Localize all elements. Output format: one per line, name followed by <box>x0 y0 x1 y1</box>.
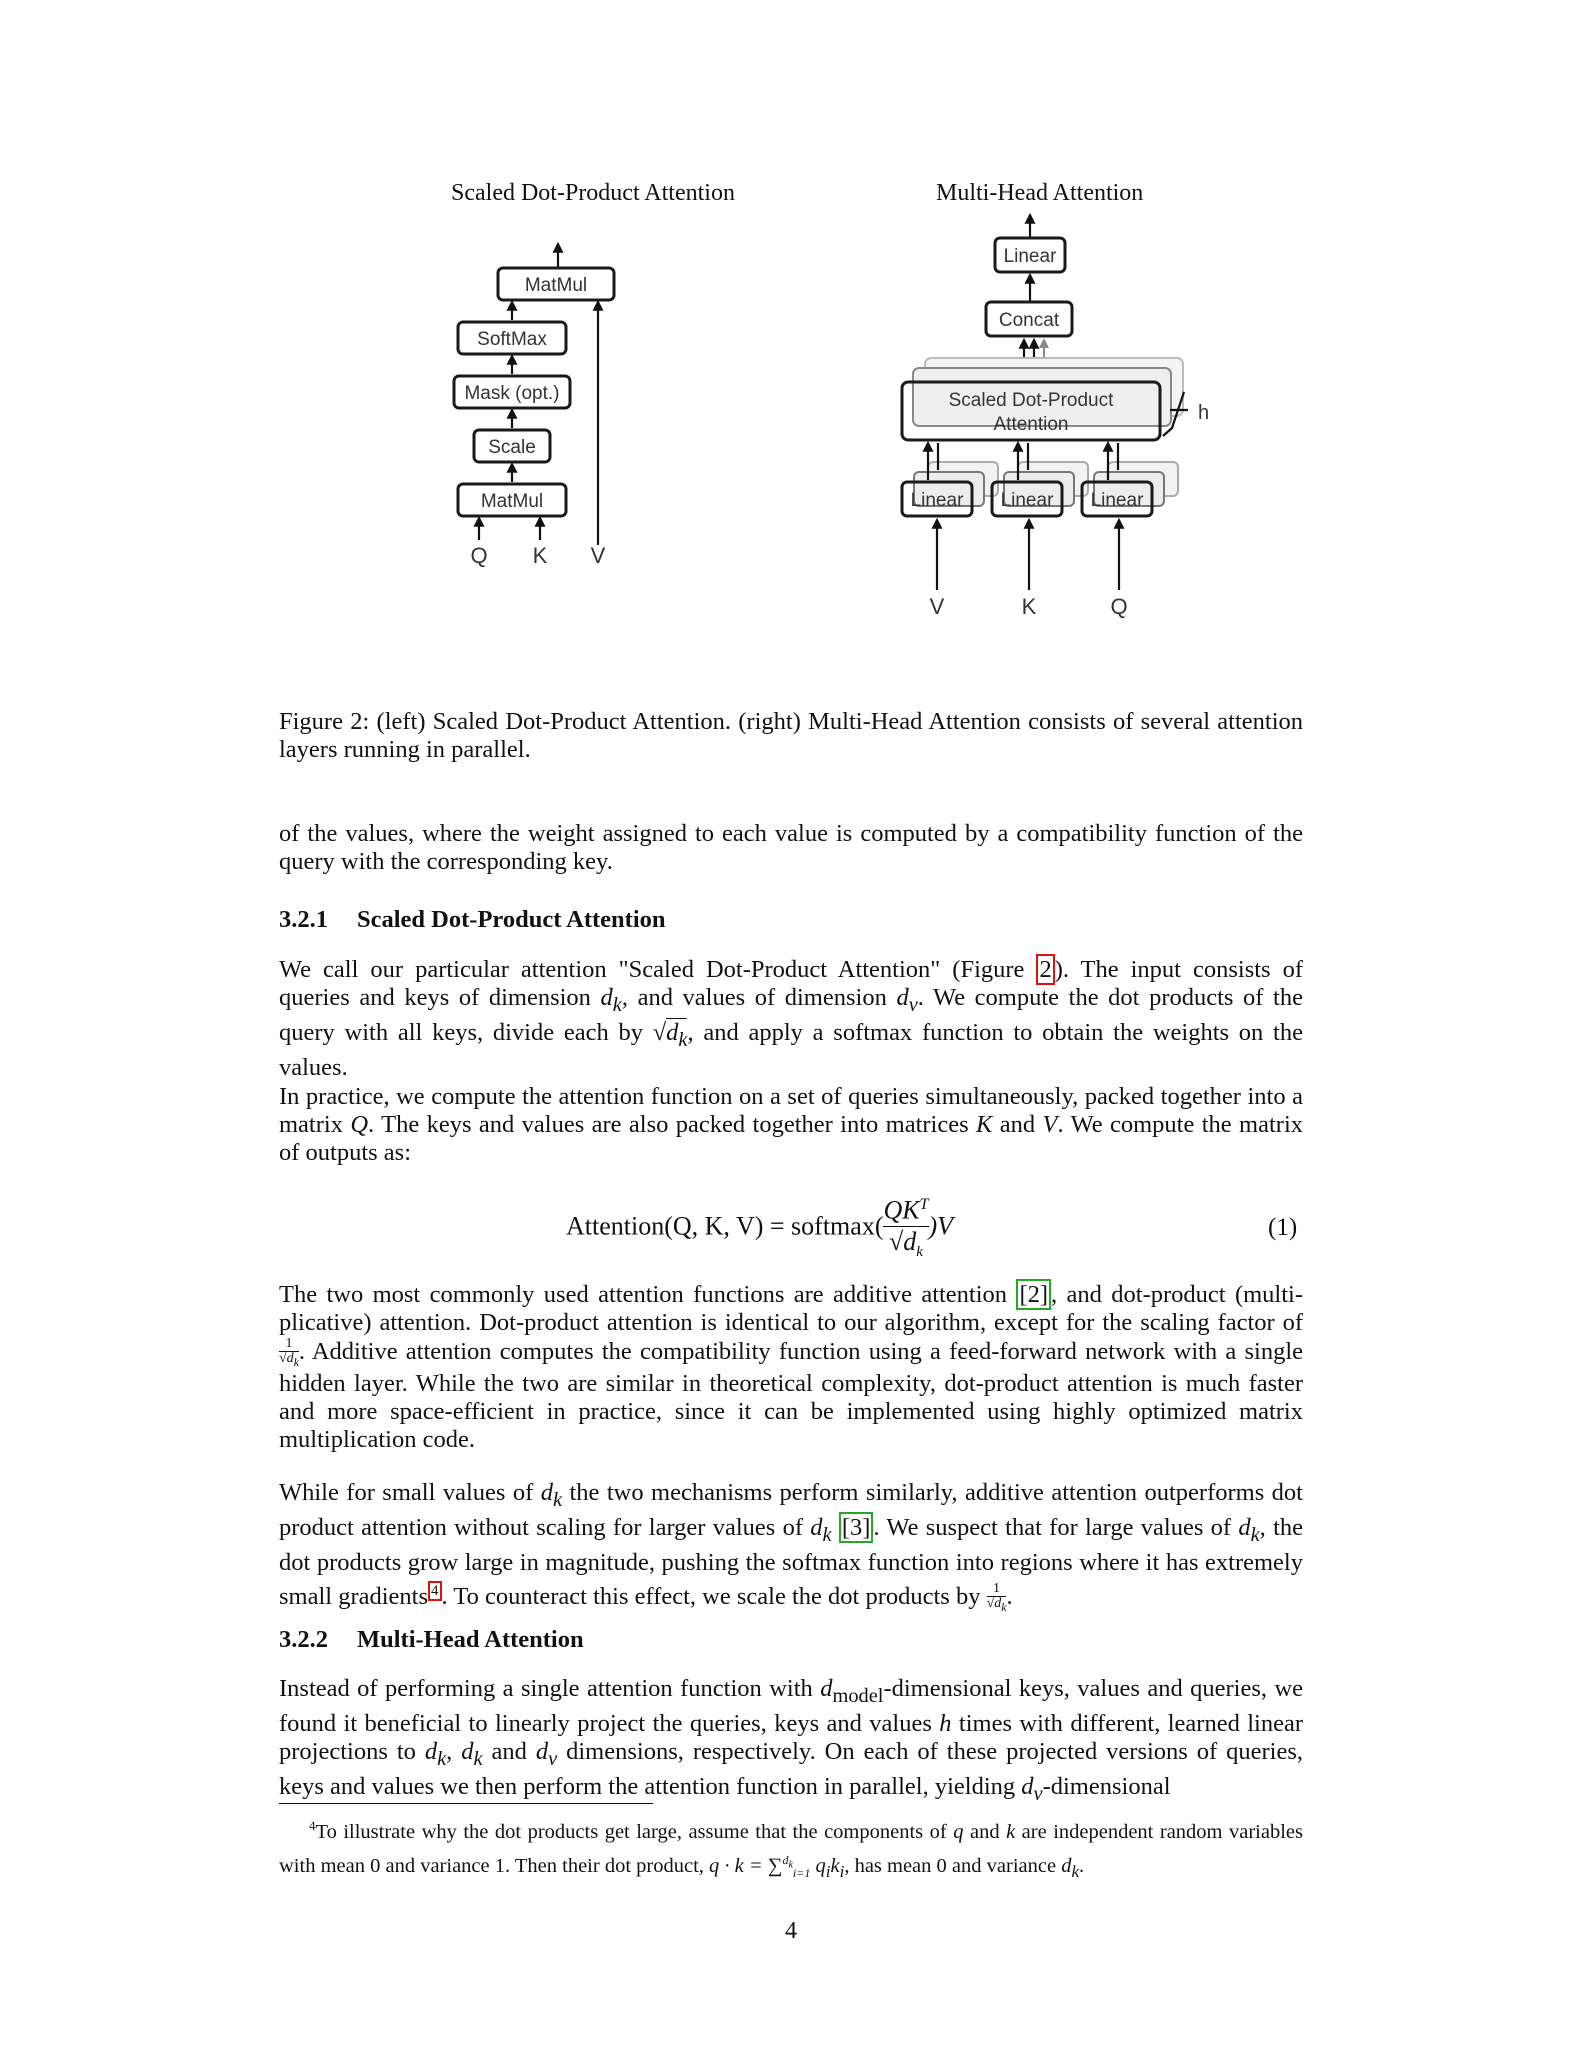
footnote-rule <box>279 1803 653 1804</box>
multi-head-attention-diagram <box>880 210 1220 630</box>
right-figure-title: Multi-Head Attention <box>936 180 1144 206</box>
footnote: $^4$To illustrate why the dot products get large, assume that the components of q and k are independent random variables with mean 0 and variance 1. Then their dot product, q · k = ∑$^{d_k}_{i=1}$ $q_ik_i$, has mean 0 and variance $d_k$. <box>279 1818 1303 1881</box>
section-title: Scaled Dot-Product Attention <box>357 906 666 933</box>
h-label: h <box>1198 402 1210 424</box>
page-number: 4 <box>785 1918 797 1944</box>
svg-text:MatMul: MatMul <box>524 275 588 296</box>
intro-paragraph: of the values, where the weight assigned to each value is computed by a compatibility function of the query with the corresponding key. <box>279 820 1303 875</box>
svg-text:SoftMax: SoftMax <box>477 329 547 350</box>
q-label: Q <box>470 543 488 568</box>
concat-box <box>986 302 1072 336</box>
citation-link[interactable]: [2] <box>1016 1279 1051 1310</box>
matmul-top-box <box>498 268 614 300</box>
paragraph-multi-head: Instead of performing a single attention function with $d_{model}$-dimensional keys, values and queries, we found it beneficial to linearly project the queries, keys and values h times with different, learned linear projections to $d_k$, $d_k$ and $d_v$ dimensions, respectively. On each of these projected versions of queries, keys and values we then perform the attention function in parallel, yielding $d_v$-dimensional <box>279 1675 1304 1805</box>
k-label: K <box>532 543 548 568</box>
svg-text:Scaled Dot-Product: Scaled Dot-Product <box>948 390 1114 411</box>
paragraph-in-practice: In practice, we compute the attention function on a set of queries simultaneously, packed together into a matrix Q. The keys and values are also packed together into matrices K and V. We compute the matrix of outputs as: <box>279 1083 1304 1166</box>
svg-text:Scale: Scale <box>488 437 536 458</box>
scaled-dot-product-diagram <box>430 230 650 580</box>
v-label: V <box>929 594 945 619</box>
figure-ref-link[interactable]: 2 <box>1036 954 1054 985</box>
svg-text:Linear: Linear <box>1000 490 1054 511</box>
svg-text:Concat: Concat <box>998 310 1060 331</box>
linear-top-box <box>995 238 1065 272</box>
matmul-bottom-box <box>458 484 566 516</box>
softmax-box <box>458 322 566 354</box>
left-figure-title: Scaled Dot-Product Attention <box>451 180 735 206</box>
equation-rhs: )V <box>928 1211 954 1241</box>
svg-text:Mask (opt.): Mask (opt.) <box>464 383 560 404</box>
section-heading-3-2-1 <box>279 906 666 934</box>
equation-number: (1) <box>1268 1214 1298 1241</box>
svg-text:Attention: Attention <box>993 414 1069 435</box>
svg-text:Linear: Linear <box>910 490 964 511</box>
attention-equation: Attention(Q, K, V) = softmax( $QK^T$ $√d_k$ )V <box>566 1190 953 1267</box>
v-label: V <box>590 543 606 568</box>
section-heading-3-2-2 <box>279 1626 584 1654</box>
section-title: Multi-Head Attention <box>357 1626 584 1653</box>
paragraph-attention-functions: The two most commonly used attention functions are additive attention [2] , and dot-product (multi-plicative) attention. Dot-product attention is identical to our algorithm, except for the scaling factor of $\frac{1}{√d_k}$ . Additive attention computes the compatibility function using a feed-forward network with a single hidden layer. While the two are similar in theoretical complexity, dot-product attention is much faster and more space-efficient in practice, since it can be implemented using highly optimized matrix multiplication code. <box>279 1281 1303 1453</box>
svg-text:MatMul: MatMul <box>480 491 544 512</box>
equation-lhs: Attention(Q, K, V) = softmax( <box>566 1211 884 1241</box>
scale-box <box>474 430 550 462</box>
footnote-ref-link[interactable]: 4 <box>428 1581 442 1601</box>
svg-text:Linear: Linear <box>1090 490 1144 511</box>
mask-box <box>454 376 570 408</box>
svg-text:Linear: Linear <box>1003 246 1057 267</box>
citation-link[interactable]: [3] <box>839 1512 874 1543</box>
figure-caption: Figure 2: (left) Scaled Dot-Product Attention. (right) Multi-Head Attention consists of several attention layers running in parallel. <box>279 708 1303 763</box>
section-number: 3.2.1 <box>279 906 328 933</box>
paragraph-small-values: While for small values of $d_k$ the two mechanisms perform similarly, additive attention outperforms dot product attention without scaling for larger values of $d_k$ [3] . We suspect that for large values of $d_k$, the dot products grow large in magnitude, pushing the softmax function into regions where it has extremely small gradients $^4$ . To counteract this effect, we scale the dot products by $\frac{1}{√d_k}$ . <box>279 1479 1304 1614</box>
q-label: Q <box>1110 594 1128 619</box>
paragraph-scaled-dot-product: We call our particular attention "Scaled Dot-Product Attention" (Figure 2 ). The input consists of queries and keys of dimension $d_k$, and values of dimension $d_v$. We compute the dot products of the query with all keys, divide each by $√d_k$, and apply a softmax function to obtain the weights on the values. <box>279 956 1303 1081</box>
section-number: 3.2.2 <box>279 1626 328 1653</box>
k-label: K <box>1021 594 1037 619</box>
